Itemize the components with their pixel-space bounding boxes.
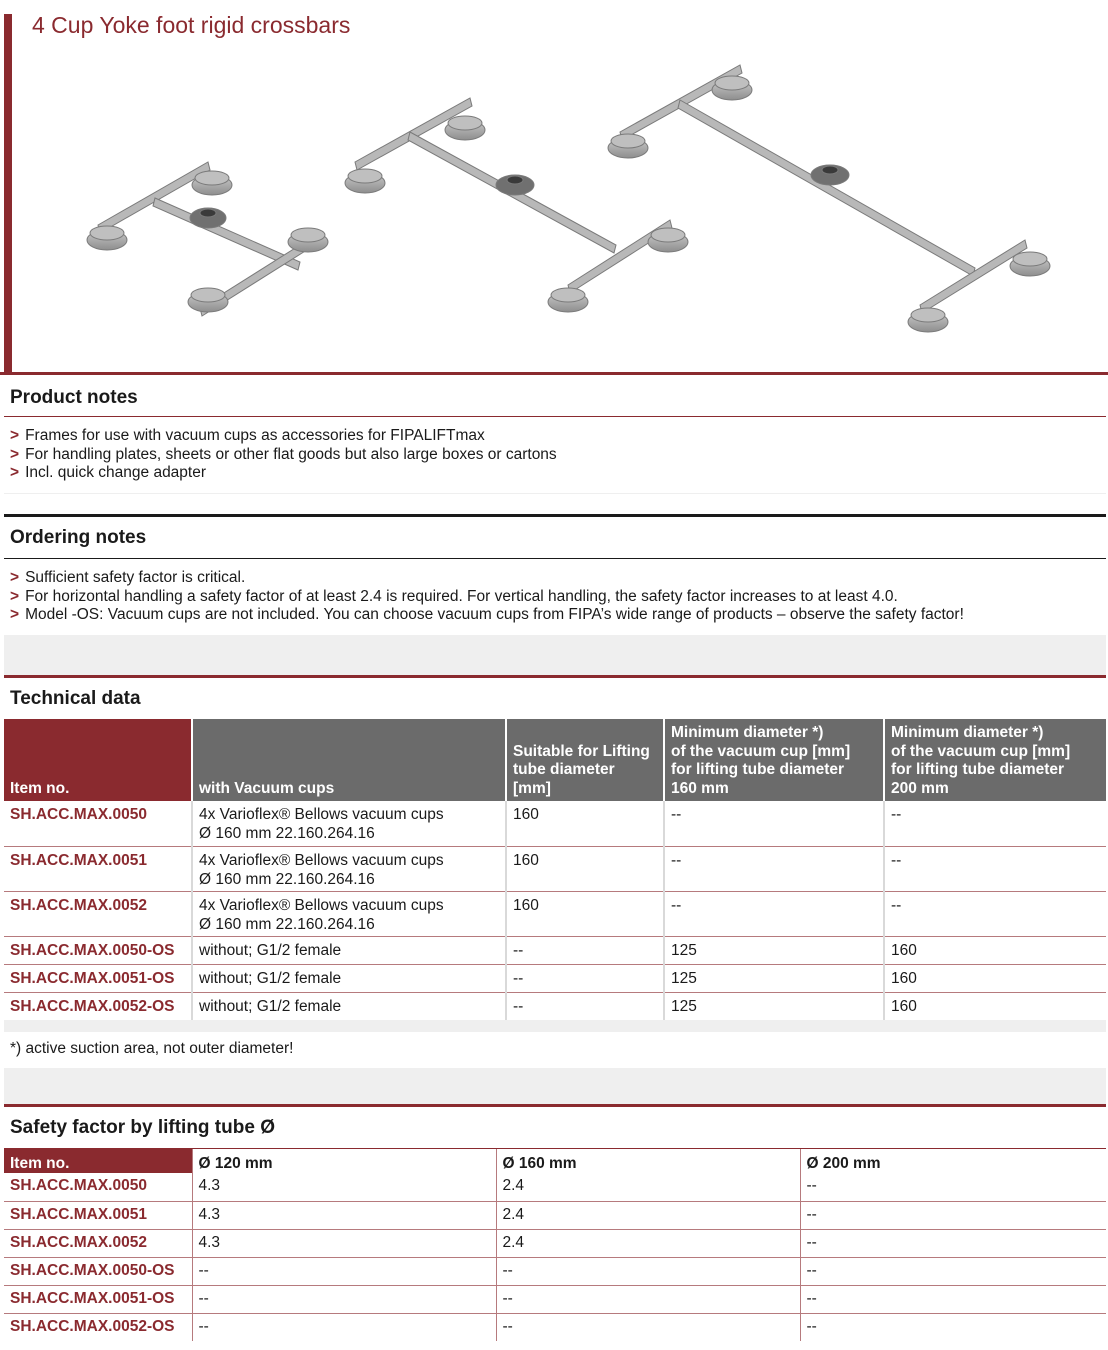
product-notes-section (4, 380, 1106, 494)
sf-200-cell: -- (800, 1173, 1106, 1201)
product-illustration (60, 40, 1060, 350)
ordering-notes-heading: Ordering notes (4, 517, 1106, 558)
sf-160-cell: -- (496, 1285, 800, 1313)
col-min-diameter-200: Minimum diameter *) of the vacuum cup [mm] for lifting tube diameter 200 mm (884, 719, 1106, 801)
technical-data-table (4, 719, 1106, 1020)
safety-factor-table (4, 1149, 1106, 1341)
footnote: *) active suction area, not outer diameter! (4, 1032, 1106, 1068)
table-row (4, 846, 1106, 891)
col-vacuum-cups: with Vacuum cups (192, 719, 506, 801)
sf-200-cell: -- (800, 1285, 1106, 1313)
accent-bar (4, 14, 12, 372)
frame-small (87, 162, 328, 316)
item-number: SH.ACC.MAX.0050-OS (4, 936, 192, 964)
table-row (4, 936, 1106, 964)
list-item: > For handling plates, sheets or other flat goods but also large boxes or cartons (10, 445, 557, 463)
sf-200-cell: -- (800, 1313, 1106, 1341)
col-200: Ø 200 mm (800, 1149, 1106, 1173)
col-tube-diameter: Suitable for Lifting tube diameter [mm] (506, 719, 664, 801)
sf-200-cell: -- (800, 1201, 1106, 1229)
chevron-icon: > (10, 606, 20, 623)
table-row (4, 1201, 1106, 1229)
sf-160-cell: 2.4 (496, 1201, 800, 1229)
sf-120-cell: 4.3 (192, 1201, 496, 1229)
sf-120-cell: -- (192, 1257, 496, 1285)
tube-cell: 160 (506, 846, 664, 891)
sf-200-cell: -- (800, 1257, 1106, 1285)
list-item: > Frames for use with vacuum cups as accessories for FIPALIFTmax (10, 427, 485, 444)
sf-120-cell: -- (192, 1285, 496, 1313)
cups-cell: 4x Varioflex® Bellows vacuum cups Ø 160 mm 22.160.264.16 (192, 801, 506, 846)
sf-120-cell: 4.3 (192, 1229, 496, 1257)
min160-cell: 125 (664, 964, 884, 992)
table-row (4, 1173, 1106, 1201)
safety-factor-heading: Safety factor by lifting tube Ø (4, 1107, 1106, 1148)
sf-120-cell: 4.3 (192, 1173, 496, 1201)
item-number: SH.ACC.MAX.0052 (4, 891, 192, 936)
min200-cell: -- (884, 846, 1106, 891)
tube-cell: -- (506, 936, 664, 964)
table-row (4, 1313, 1106, 1341)
cups-cell: 4x Varioflex® Bellows vacuum cups Ø 160 mm 22.160.264.16 (192, 846, 506, 891)
spacer-band (4, 635, 1106, 675)
sf-160-cell: 2.4 (496, 1229, 800, 1257)
tube-cell: 160 (506, 801, 664, 846)
chevron-icon: > (10, 427, 20, 444)
sf-200-cell: -- (800, 1229, 1106, 1257)
col-160: Ø 160 mm (496, 1149, 800, 1173)
col-item-no: Item no. (4, 719, 192, 801)
chevron-icon: > (10, 445, 20, 463)
list-item: > Model -OS: Vacuum cups are not included. You can choose vacuum cups from FIPA’s wide range of products – observe the safety factor! (10, 606, 964, 623)
chevron-icon: > (10, 464, 20, 481)
table-row (4, 964, 1106, 992)
list-item: > Incl. quick change adapter (10, 464, 207, 481)
hero-divider (0, 372, 1108, 375)
ordering-notes-section (4, 517, 1106, 635)
col-min-diameter-160: Minimum diameter *) of the vacuum cup [mm] for lifting tube diameter 160 mm (664, 719, 884, 801)
min160-cell: -- (664, 846, 884, 891)
tube-cell: 160 (506, 891, 664, 936)
min160-cell: -- (664, 801, 884, 846)
table-row (4, 891, 1106, 936)
col-item-no: Item no. (4, 1149, 192, 1173)
list-item: > For horizontal handling a safety factor of at least 2.4 is required. For vertical handling, the safety factor increases to at least 4.0. (10, 587, 898, 605)
min200-cell: 160 (884, 992, 1106, 1020)
item-number: SH.ACC.MAX.0051 (4, 846, 192, 891)
min200-cell: -- (884, 801, 1106, 846)
cups-cell: without; G1/2 female (192, 964, 506, 992)
item-number: SH.ACC.MAX.0052-OS (4, 992, 192, 1020)
chevron-icon: > (10, 569, 20, 586)
col-120: Ø 120 mm (192, 1149, 496, 1173)
safety-factor-section (4, 1107, 1106, 1350)
item-number: SH.ACC.MAX.0051-OS (4, 1285, 192, 1313)
product-notes-heading: Product notes (4, 380, 1106, 416)
table-row (4, 1229, 1106, 1257)
technical-data-section (4, 678, 1106, 1080)
min200-cell: 160 (884, 936, 1106, 964)
page-title: 4 Cup Yoke foot rigid crossbars (32, 12, 351, 38)
tube-cell: -- (506, 992, 664, 1020)
min200-cell: -- (884, 891, 1106, 936)
frame-large (608, 65, 1050, 332)
product-hero (0, 0, 1108, 372)
sf-160-cell: 2.4 (496, 1173, 800, 1201)
cups-cell: without; G1/2 female (192, 992, 506, 1020)
item-number: SH.ACC.MAX.0052 (4, 1229, 192, 1257)
table-row (4, 801, 1106, 846)
min160-cell: 125 (664, 936, 884, 964)
cups-cell: 4x Varioflex® Bellows vacuum cups Ø 160 mm 22.160.264.16 (192, 891, 506, 936)
ordering-notes-list (4, 559, 1106, 635)
spacer-band (4, 1080, 1106, 1104)
item-number: SH.ACC.MAX.0051-OS (4, 964, 192, 992)
min200-cell: 160 (884, 964, 1106, 992)
item-number: SH.ACC.MAX.0050-OS (4, 1257, 192, 1285)
table-row (4, 992, 1106, 1020)
spacer (4, 1020, 1106, 1032)
item-number: SH.ACC.MAX.0050 (4, 801, 192, 846)
min160-cell: -- (664, 891, 884, 936)
sf-160-cell: -- (496, 1313, 800, 1341)
list-item: > Sufficient safety factor is critical. (10, 569, 246, 586)
cups-cell: without; G1/2 female (192, 936, 506, 964)
table-row (4, 1285, 1106, 1313)
item-number: SH.ACC.MAX.0050 (4, 1173, 192, 1201)
item-number: SH.ACC.MAX.0051 (4, 1201, 192, 1229)
table-row (4, 1257, 1106, 1285)
item-number: SH.ACC.MAX.0052-OS (10, 1317, 175, 1335)
technical-data-heading: Technical data (4, 678, 1106, 719)
chevron-icon: > (10, 587, 20, 605)
min160-cell: 125 (664, 992, 884, 1020)
sf-160-cell: -- (496, 1257, 800, 1285)
tube-cell: -- (506, 964, 664, 992)
product-notes-list (4, 417, 1106, 493)
sf-120-cell: -- (192, 1313, 496, 1341)
